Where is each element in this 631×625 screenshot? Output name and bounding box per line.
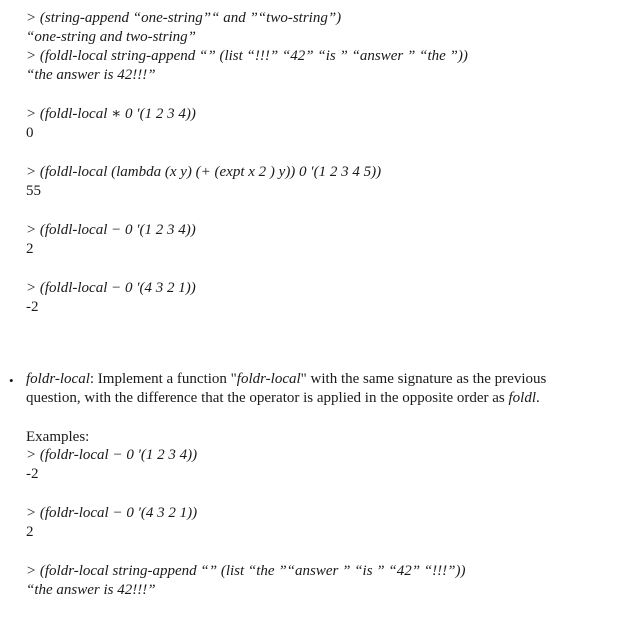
code-line: > (foldr-local − 0 ′(1 2 3 4)) (26, 447, 198, 463)
description-text: " with the same signature as the previous (300, 371, 547, 387)
bullet-marker: • (9, 373, 14, 388)
output-line: 55 (26, 183, 41, 199)
function-name: foldr-local (236, 371, 301, 387)
examples-label: Examples: (26, 429, 90, 445)
output-line: -2 (26, 299, 39, 315)
code-line: > (foldr-local string-append “” (list “the ”“answer ” “is ” “42” “!!!”)) (26, 563, 466, 579)
output-line: “the answer is 42!!!” (26, 67, 156, 83)
code-line: > (foldl-local string-append “” (list “!!!” “42” “is ” “answer ” “the ”)) (26, 48, 468, 64)
code-line: > (foldl-local − 0 ′(4 3 2 1)) (26, 280, 196, 296)
output-line: 0 (26, 125, 34, 141)
description-text: question, with the difference that the operator is applied in the opposite order as (26, 390, 509, 406)
code-line: > (foldl-local (lambda (x y) (+ (expt x 2 ) y)) 0 ′(1 2 3 4 5)) (26, 164, 382, 180)
description-text: . (536, 390, 540, 406)
code-line: > (foldr-local − 0 ′(4 3 2 1)) (26, 505, 198, 521)
output-line: “the answer is 42!!!” (26, 582, 156, 598)
bullet-title: foldr-local (26, 371, 90, 387)
output-line: 2 (26, 524, 34, 540)
bullet-description-line-1 (26, 370, 546, 388)
function-name: foldl (508, 390, 537, 406)
description-text: : Implement a function " (89, 371, 237, 387)
code-line: > (string-append “one-string”“ and ”“two-string”) (26, 10, 342, 26)
output-line: “one-string and two-string” (26, 29, 197, 45)
code-line: > (foldl-local − 0 ′(1 2 3 4)) (26, 222, 196, 238)
output-line: -2 (26, 466, 39, 482)
code-line: > (foldl-local ∗ 0 ′(1 2 3 4)) (26, 106, 196, 122)
output-line: 2 (26, 241, 34, 257)
bullet-description-line-2 (26, 389, 540, 407)
